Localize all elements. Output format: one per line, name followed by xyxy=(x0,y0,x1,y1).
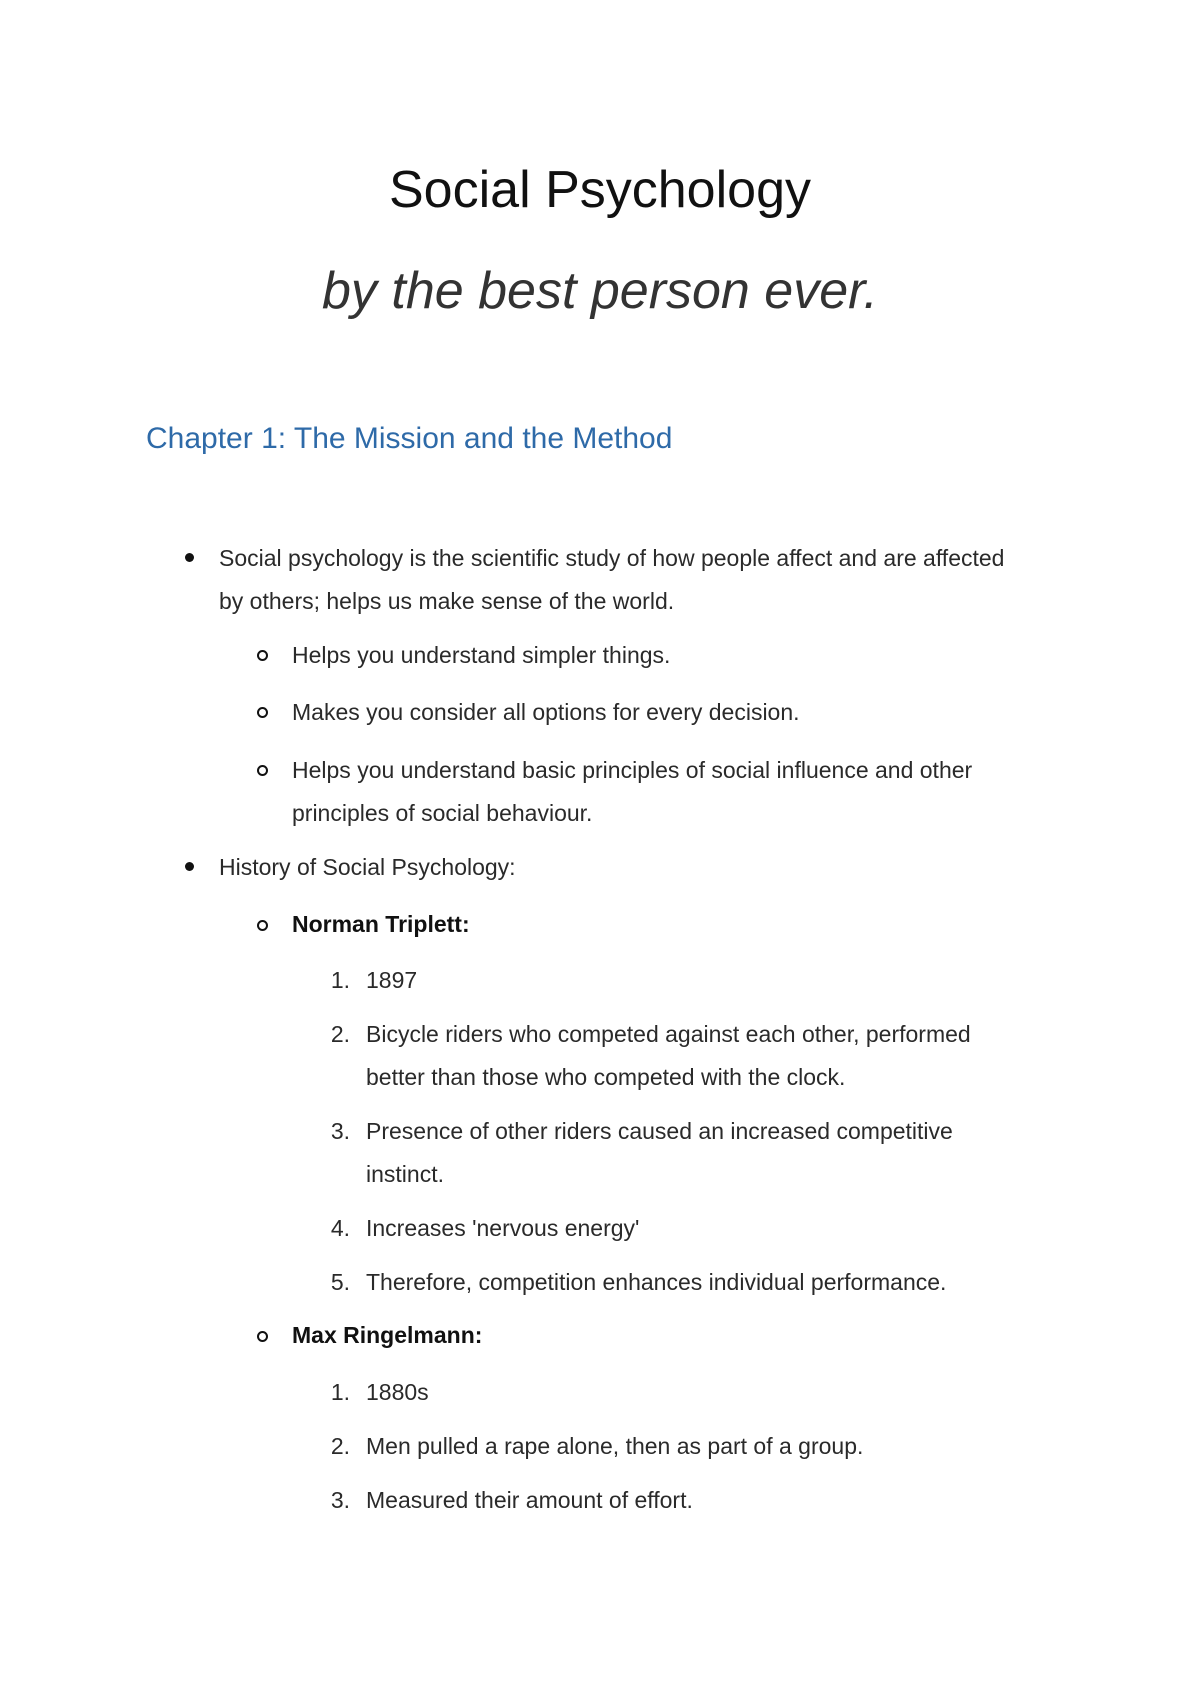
list-item-text: better than those who competed with the clock. xyxy=(366,1064,846,1090)
list-item-text: Bicycle riders who competed against each other, performed xyxy=(366,1021,971,1047)
list-number: 2. xyxy=(330,1021,350,1047)
list-number: 3. xyxy=(330,1487,350,1513)
bullet-dot-icon xyxy=(185,862,194,871)
list-number: 5. xyxy=(330,1269,350,1295)
sub-bullet-ring-icon xyxy=(257,707,268,718)
person-heading: Norman Triplett: xyxy=(292,911,470,937)
list-number: 2. xyxy=(330,1433,350,1459)
sub-bullet-text: principles of social behaviour. xyxy=(292,800,593,826)
list-number: 1. xyxy=(330,967,350,993)
list-item-text: Increases 'nervous energy' xyxy=(366,1215,640,1241)
bullet-text: by others; helps us make sense of the world. xyxy=(219,588,675,614)
bullet-text: Social psychology is the scientific study of how people affect and are affected xyxy=(219,545,1005,571)
document-subtitle: by the best person ever. xyxy=(322,262,878,320)
bullet-text: History of Social Psychology: xyxy=(219,854,516,880)
list-item-text: 1880s xyxy=(366,1379,429,1405)
sub-bullet-text: Helps you understand simpler things. xyxy=(292,642,671,668)
list-item-text: instinct. xyxy=(366,1161,444,1187)
bullet-dot-icon xyxy=(185,553,194,562)
person-heading: Max Ringelmann: xyxy=(292,1322,483,1348)
sub-bullet-ring-icon xyxy=(257,920,268,931)
chapter-heading: Chapter 1: The Mission and the Method xyxy=(146,422,673,455)
list-item-text: Measured their amount of effort. xyxy=(366,1487,693,1513)
list-number: 1. xyxy=(330,1379,350,1405)
list-number: 4. xyxy=(330,1215,350,1241)
list-number: 3. xyxy=(330,1118,350,1144)
sub-bullet-text: Makes you consider all options for every decision. xyxy=(292,699,800,725)
list-item-text: Presence of other riders caused an increased competitive xyxy=(366,1118,953,1144)
list-item-text: Therefore, competition enhances individual performance. xyxy=(366,1269,947,1295)
sub-bullet-ring-icon xyxy=(257,1331,268,1342)
sub-bullet-ring-icon xyxy=(257,765,268,776)
list-item-text: Men pulled a rape alone, then as part of a group. xyxy=(366,1433,864,1459)
sub-bullet-text: Helps you understand basic principles of social influence and other xyxy=(292,757,973,783)
document-title: Social Psychology xyxy=(389,161,811,219)
list-item-text: 1897 xyxy=(366,967,418,993)
sub-bullet-ring-icon xyxy=(257,650,268,661)
